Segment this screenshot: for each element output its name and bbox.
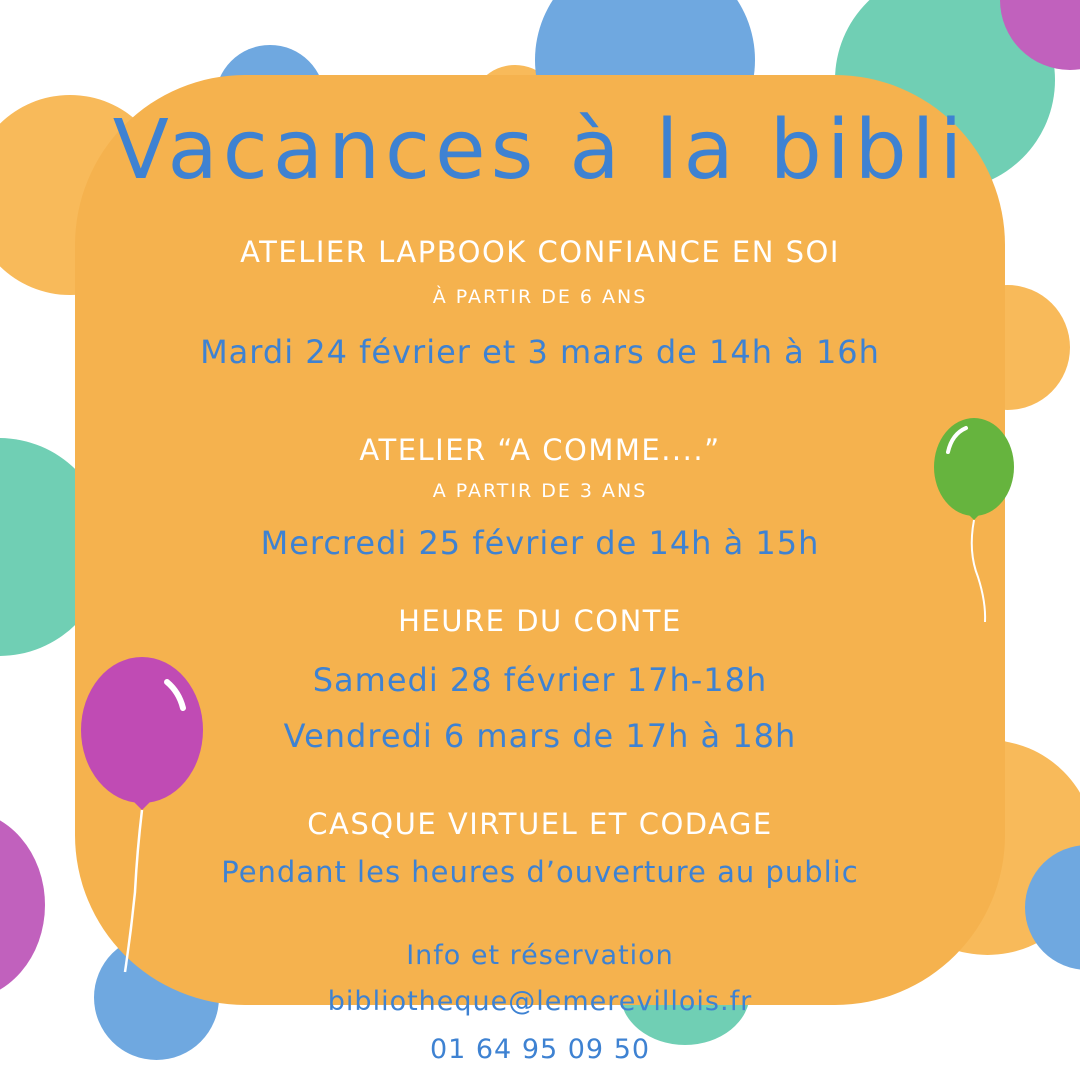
event-date: Mardi 24 février et 3 mars de 14h à 16h <box>200 333 880 371</box>
contact-email-link[interactable]: bibliotheque@lemerevillois.fr <box>327 986 753 1017</box>
event-name: ATELIER LAPBOOK CONFIANCE EN SOI <box>240 235 840 269</box>
confetti-circle-icon <box>0 810 45 1000</box>
event-date: Vendredi 6 mars de 17h à 18h <box>283 717 797 755</box>
contact-label: Info et réservation <box>406 940 674 971</box>
event-age: À PARTIR DE 6 ANS <box>432 286 648 308</box>
event-date: Samedi 28 février 17h-18h <box>312 661 768 699</box>
event-age: A PARTIR DE 3 ANS <box>432 480 648 502</box>
event-name: HEURE DU CONTE <box>398 604 682 638</box>
event-date: Mercredi 25 février de 14h à 15h <box>260 524 820 562</box>
contact-phone: 01 64 95 09 50 <box>429 1034 651 1065</box>
event-name: ATELIER “A COMME....” <box>359 433 721 467</box>
event-date: Pendant les heures d’ouverture au public <box>221 855 859 889</box>
page-title: Vacances à la bibli <box>112 103 968 198</box>
event-name: CASQUE VIRTUEL ET CODAGE <box>307 807 773 841</box>
